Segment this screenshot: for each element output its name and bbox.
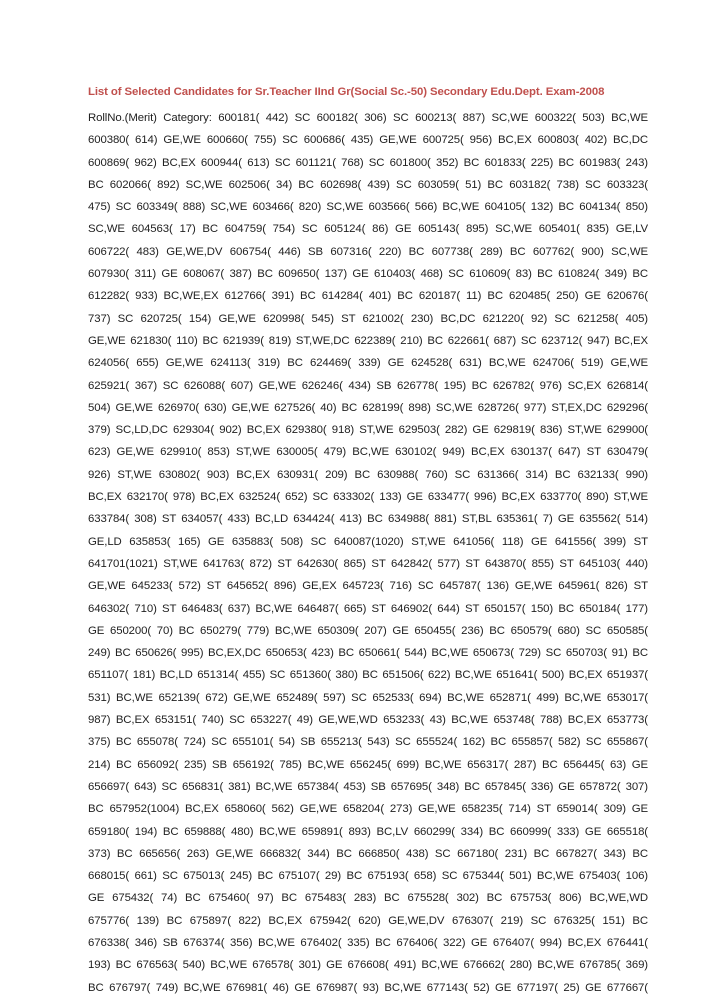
candidate-list-line: SC,WE 604563( 17) BC 604759( 754) SC 605124( 86) GE 605143( 895) SC,WE 605401( 835) GE,LV bbox=[88, 223, 648, 236]
candidate-list-line: 651107( 181) BC,LD 651314( 455) SC 651360( 380) BC 651506( 622) BC,WE 651641( 500) BC,EX 651937( bbox=[88, 669, 648, 682]
candidate-list-line: GE 650200( 70) BC 650279( 779) BC,WE 650309( 207) GE 650455( 236) BC 650579( 680) SC 650585( bbox=[88, 624, 648, 637]
candidate-list-line: 193) BC 676563( 540) BC,WE 676578( 301) GE 676608( 491) BC,WE 676662( 280) BC,WE 676785( 369) bbox=[88, 959, 648, 972]
candidate-list-line: 625921( 367) SC 626088( 607) GE,WE 626246( 434) SB 626778( 195) BC 626782( 976) SC,EX 626814( bbox=[88, 379, 648, 392]
candidate-list-line: 737) SC 620725( 154) GE,WE 620998( 545) ST 621002( 230) BC,DC 621220( 92) SC 621258( 405) bbox=[88, 312, 648, 325]
candidate-list-line: 375) BC 655078( 724) SC 655101( 54) SB 655213( 543) SC 655524( 162) BC 655857( 582) SC 655867( bbox=[88, 736, 648, 749]
candidate-list-line: 987) BC,EX 653151( 740) SC 653227( 49) GE,WE,WD 653233( 43) BC,WE 653748( 788) BC,EX 653773( bbox=[88, 714, 648, 727]
candidate-list-line: 475) SC 603349( 888) SC,WE 603466( 820) SC,WE 603566( 566) BC,WE 604105( 132) BC 604134( 850) bbox=[88, 201, 648, 214]
candidate-list-line: GE,WE 645233( 572) ST 645652( 896) GE,EX 645723( 716) SC 645787( 136) GE,WE 645961( 826) ST bbox=[88, 580, 648, 593]
candidate-list-line: 531) BC,WE 652139( 672) GE,WE 652489( 597) SC 652533( 694) BC,WE 652871( 499) BC,WE 653017( bbox=[88, 691, 648, 704]
candidate-list-line: GE,LD 635853( 165) GE 635883( 508) SC 640087(1020) ST,WE 641056( 118) GE 641556( 399) ST bbox=[88, 535, 648, 548]
candidate-list-line: 926) ST,WE 630802( 903) BC,EX 630931( 209) BC 630988( 760) SC 631366( 314) BC 632133( 990) bbox=[88, 468, 648, 481]
candidate-list-line: 600869( 962) BC,EX 600944( 613) SC 601121( 768) SC 601800( 352) BC 601833( 225) BC 601983( 243) bbox=[88, 156, 648, 169]
candidate-list-line: GE,WE 621830( 110) BC 621939( 819) ST,WE,DC 622389( 210) BC 622661( 687) SC 623712( 947) BC,EX bbox=[88, 334, 648, 347]
candidate-list-line: 675776( 139) BC 675897( 822) BC,EX 675942( 620) GE,WE,DV 676307( 219) SC 676325( 151) BC bbox=[88, 914, 648, 927]
candidate-list-line: 607930( 311) GE 608067( 387) BC 609650( 137) GE 610403( 468) SC 610609( 83) BC 610824( 349) BC bbox=[88, 268, 648, 281]
candidate-list-line: 641701(1021) ST,WE 641763( 872) ST 642630( 865) ST 642842( 577) ST 643870( 855) ST 645103( 440) bbox=[88, 557, 648, 570]
candidate-list-line: 656697( 643) SC 656831( 381) BC,WE 657384( 453) SB 657695( 348) BC 657845( 336) GE 657872( 307) bbox=[88, 780, 648, 793]
candidate-list-line: 504) GE,WE 626970( 630) GE,WE 627526( 40) BC 628199( 898) SC,WE 628726( 977) ST,EX,DC 629296( bbox=[88, 401, 648, 414]
candidate-list-line: 646302( 710) ST 646483( 637) BC,WE 646487( 665) ST 646902( 644) ST 650157( 150) BC 650184( 177) bbox=[88, 602, 648, 615]
candidate-list-line: 659180( 194) BC 659888( 480) BC,WE 659891( 893) BC,LV 660299( 334) BC 660999( 333) GE 665518( bbox=[88, 825, 648, 838]
candidate-list bbox=[88, 107, 648, 999]
candidate-list-line: 623) GE,WE 629910( 853) ST,WE 630005( 479) BC,WE 630102( 949) BC,EX 630137( 647) ST 630479( bbox=[88, 446, 648, 459]
candidate-list-line: BC 657952(1004) BC,EX 658060( 562) GE,WE 658204( 273) GE,WE 658235( 714) ST 659014( 309) GE bbox=[88, 803, 648, 816]
candidate-list-line: 249) BC 650626( 995) BC,EX,DC 650653( 423) BC 650661( 544) BC,WE 650673( 729) SC 650703( 91) BC bbox=[88, 647, 648, 660]
candidate-list-line: 624056( 655) GE,WE 624113( 319) BC 624469( 339) GE 624528( 631) BC,WE 624706( 519) GE,WE bbox=[88, 357, 648, 370]
candidate-list-line: 633784( 308) ST 634057( 433) BC,LD 634424( 413) BC 634988( 881) ST,BL 635361( 7) GE 635562( 514) bbox=[88, 513, 648, 526]
candidate-list-line: 676338( 346) SB 676374( 356) BC,WE 676402( 335) BC 676406( 322) GE 676407( 994) BC,EX 676441( bbox=[88, 936, 648, 949]
candidate-list-line: RollNo.(Merit) Category: 600181( 442) SC 600182( 306) SC 600213( 887) SC,WE 600322( 503) BC,WE bbox=[88, 112, 648, 124]
candidate-list-line: GE 675432( 74) BC 675460( 97) BC 675483( 283) BC 675528( 302) BC 675753( 806) BC,WE,WD bbox=[88, 892, 648, 905]
document-title: List of Selected Candidates for Sr.Teacher IInd Gr(Social Sc.-50) Secondary Edu.Dept. Exam-2008 bbox=[88, 86, 605, 98]
candidate-list-line: BC 676797( 749) BC,WE 676981( 46) GE 676987( 93) BC,WE 677143( 52) GE 677197( 25) GE 677667( bbox=[88, 981, 648, 994]
candidate-list-line: 612282( 933) BC,WE,EX 612766( 391) BC 614284( 401) BC 620187( 11) BC 620485( 250) GE 620676( bbox=[88, 290, 648, 303]
candidate-list-line: 600380( 614) GE,WE 600660( 755) SC 600686( 435) GE,WE 600725( 956) BC,EX 600803( 402) BC,DC bbox=[88, 134, 648, 147]
candidate-list-line: 214) BC 656092( 235) SB 656192( 785) BC,WE 656245( 699) BC,WE 656317( 287) BC 656445( 63) GE bbox=[88, 758, 648, 771]
candidate-list-line: BC,EX 632170( 978) BC,EX 632524( 652) SC 633302( 133) GE 633477( 996) BC,EX 633770( 890) ST,WE bbox=[88, 491, 648, 504]
candidate-list-line: BC 602066( 892) SC,WE 602506( 34) BC 602698( 439) SC 603059( 51) BC 603182( 738) SC 603323( bbox=[88, 178, 648, 191]
candidate-list-line: 379) SC,LD,DC 629304( 902) BC,EX 629380( 918) ST,WE 629503( 282) GE 629819( 836) ST,WE 629900( bbox=[88, 424, 648, 437]
candidate-list-line: 668015( 661) SC 675013( 245) BC 675107( 29) BC 675193( 658) SC 675344( 501) BC,WE 675403( 106) bbox=[88, 870, 648, 883]
candidate-list-line: 606722( 483) GE,WE,DV 606754( 446) SB 607316( 220) BC 607738( 289) BC 607762( 900) SC,WE bbox=[88, 245, 648, 258]
candidate-list-line: 373) BC 665656( 263) GE,WE 666832( 344) BC 666850( 438) SC 667180( 231) BC 667827( 343) BC bbox=[88, 847, 648, 860]
